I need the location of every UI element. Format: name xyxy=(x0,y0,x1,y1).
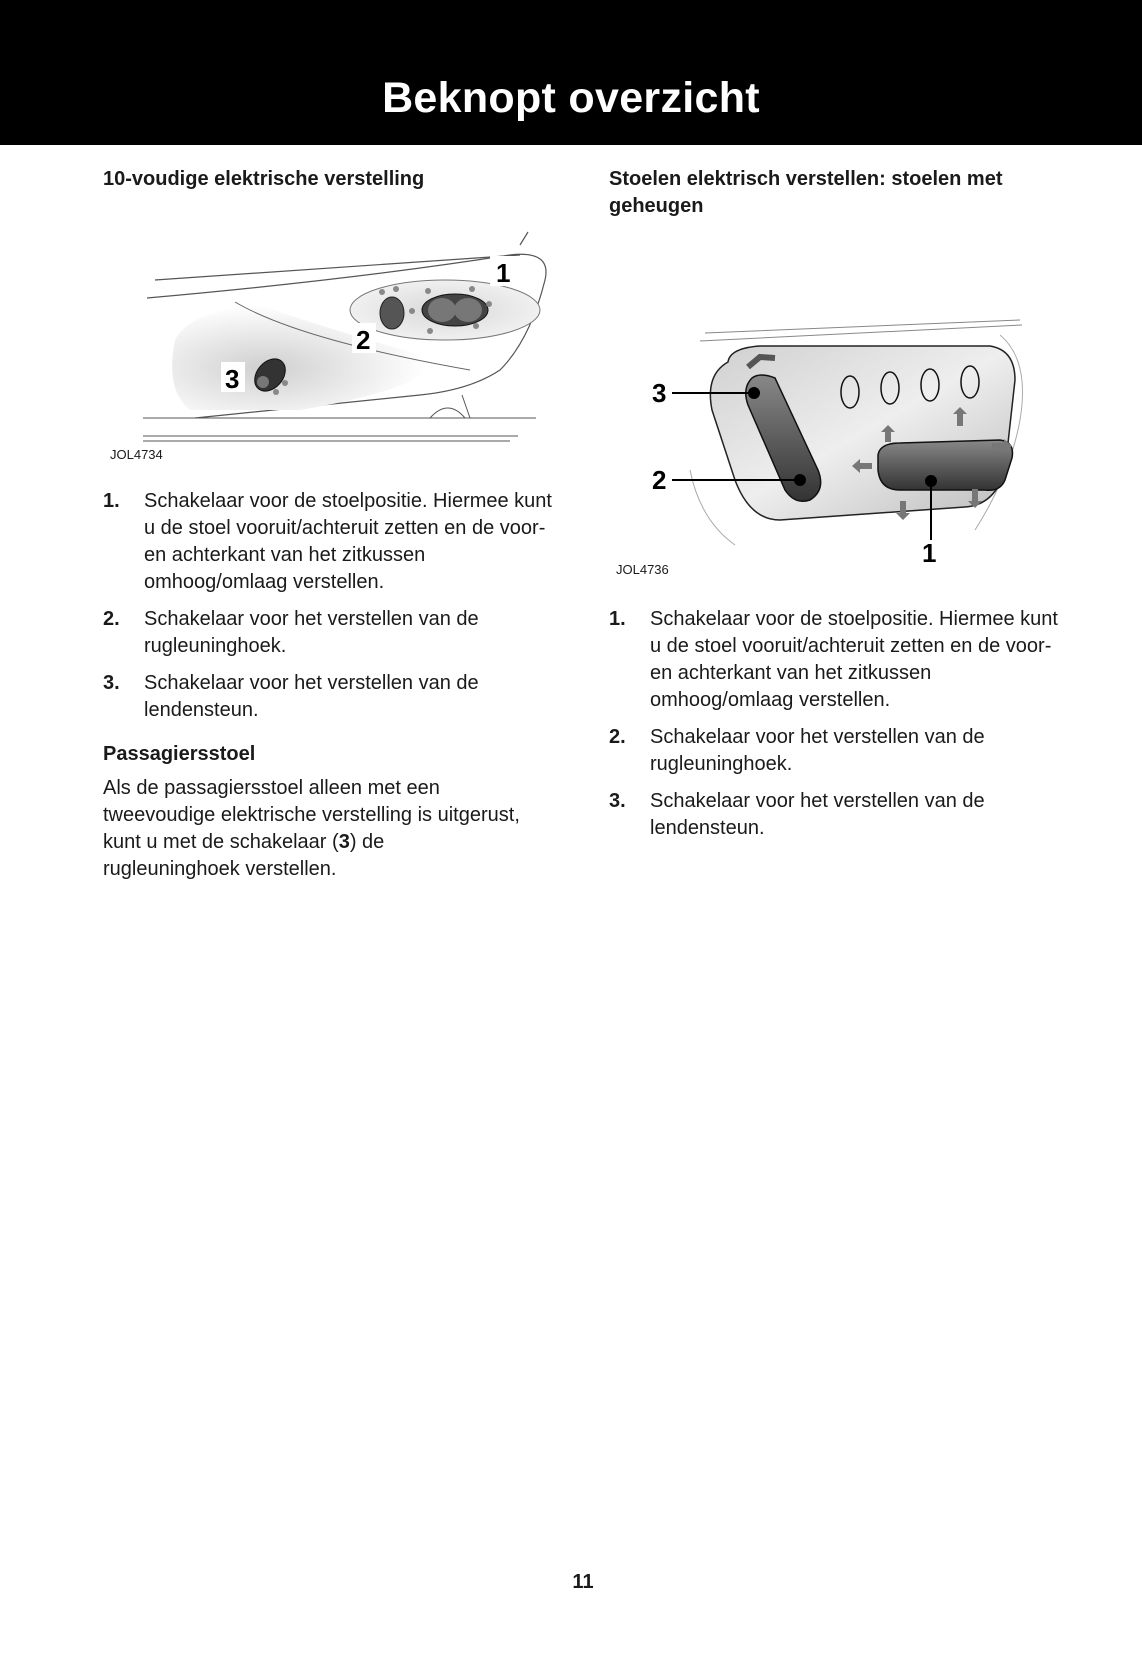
figure-code: JOL4736 xyxy=(616,562,669,577)
subheading-passenger-seat: Passagiersstoel xyxy=(103,743,256,765)
list-number: 1. xyxy=(103,490,120,512)
callout-2: 2 xyxy=(652,465,667,495)
page-title: Beknopt overzicht xyxy=(382,74,760,122)
page-header xyxy=(0,0,1142,145)
callout-3: 3 xyxy=(225,364,240,394)
list-text: Schakelaar voor de stoelpositie. Hiermee kunt u de stoel vooruit/achteruit zetten en de voor- en achterkant van het zitkussen omhoog/omlaag verstellen. xyxy=(650,608,1058,711)
list-number: 3. xyxy=(609,790,626,812)
seat-switch-illustration-memory xyxy=(640,315,1040,565)
list-text: Schakelaar voor het verstellen van de lendensteun. xyxy=(144,672,479,721)
list-text: Schakelaar voor het verstellen van de rugleuninghoek. xyxy=(144,608,479,657)
list-text: Schakelaar voor de stoelpositie. Hiermee kunt u de stoel vooruit/achteruit zetten en de voor- en achterkant van het zitkussen omhoog/omlaag verstellen. xyxy=(144,490,552,593)
page-number: 11 xyxy=(572,1571,594,1593)
paragraph-text: ) de rugleuninghoek verstellen. xyxy=(103,831,385,880)
section-heading-10-way: 10-voudige elektrische verstelling xyxy=(103,168,425,190)
seat-switch-illustration-10-way xyxy=(130,225,560,445)
paragraph-bold: 3 xyxy=(338,831,350,853)
callout-3: 3 xyxy=(652,378,667,408)
callout-2: 2 xyxy=(356,325,371,355)
list-number: 1. xyxy=(609,608,626,630)
list-text: Schakelaar voor het verstellen van de lendensteun. xyxy=(650,790,985,839)
callout-1: 1 xyxy=(496,258,511,288)
list-text: Schakelaar voor het verstellen van de rugleuninghoek. xyxy=(650,726,985,775)
figure-code: JOL4734 xyxy=(110,447,163,462)
list-number: 2. xyxy=(609,726,626,748)
paragraph-text: Als de passagiersstoel alleen met een tweevoudige elektrische verstelling is uitgerust, kunt u met de schakelaar ( xyxy=(103,777,520,853)
section-heading-memory-seats: Stoelen elektrisch verstellen: stoelen met geheugen xyxy=(609,168,1003,217)
callout-1: 1 xyxy=(922,538,937,565)
list-number: 3. xyxy=(103,672,120,694)
list-number: 2. xyxy=(103,608,120,630)
passenger-seat-paragraph xyxy=(103,775,523,883)
